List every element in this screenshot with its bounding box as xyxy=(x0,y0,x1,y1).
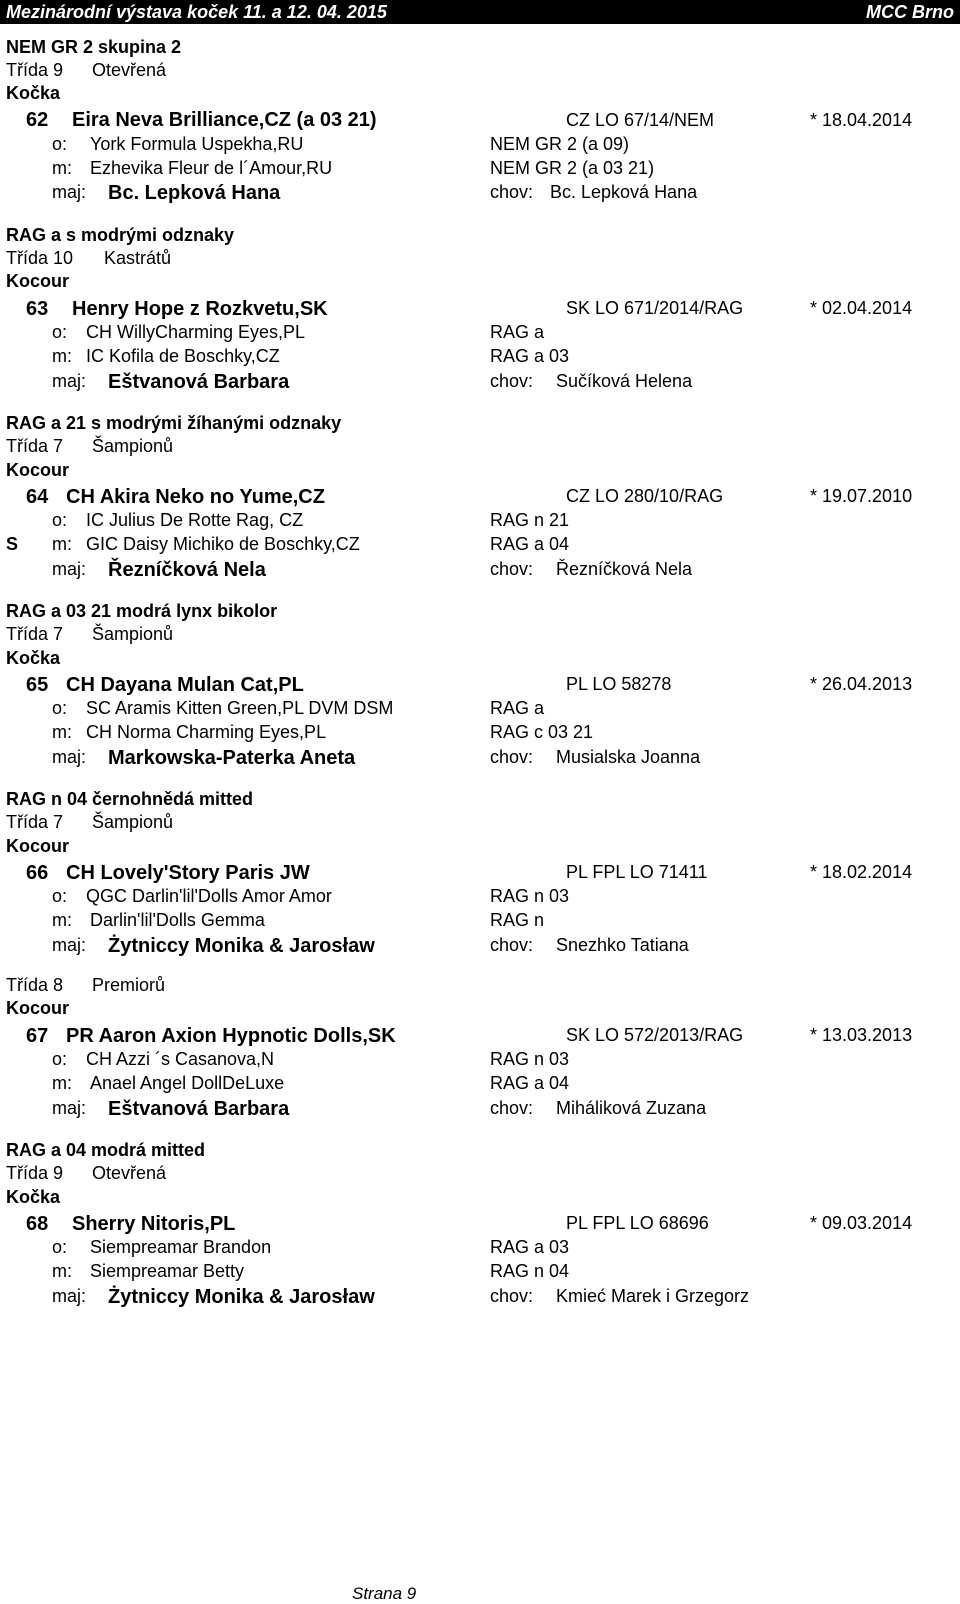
breeder-name: Bc. Lepková Hana xyxy=(550,182,698,202)
cat-name: CH Akira Neko no Yume,CZ xyxy=(66,486,325,508)
sire-label: o: xyxy=(52,1237,68,1257)
dam-color: RAG n 04 xyxy=(490,1261,570,1281)
sex-heading: Kočka xyxy=(6,648,61,668)
owner-name: Eštvanová Barbara xyxy=(108,1098,290,1120)
dam-label: m: xyxy=(52,1261,72,1281)
class-number: Třída 7 xyxy=(6,812,64,832)
sex-heading: Kocour xyxy=(6,836,69,856)
class-name: Premiorů xyxy=(92,975,166,995)
class-name: Kastrátů xyxy=(104,248,172,268)
owner-label: maj: xyxy=(52,747,87,767)
breeder-name: Sučíková Helena xyxy=(556,371,693,391)
dam-label: m: xyxy=(52,158,72,178)
dam-color: NEM GR 2 (a 03 21) xyxy=(490,158,655,178)
sex-heading: Kocour xyxy=(6,460,69,480)
sire-color: RAG a 03 xyxy=(490,1237,570,1257)
dam-color: RAG a 04 xyxy=(490,1073,570,1093)
birth-date: * 26.04.2013 xyxy=(810,674,913,694)
registration-number: PL FPL LO 68696 xyxy=(566,1213,709,1233)
cat-name: CH Dayana Mulan Cat,PL xyxy=(66,674,304,696)
sire-name: QGC Darlin'lil'Dolls Amor Amor xyxy=(86,886,332,906)
owner-name: Markowska-Paterka Aneta xyxy=(108,747,356,769)
owner-label: maj: xyxy=(52,1286,87,1306)
dam-name: IC Kofila de Boschky,CZ xyxy=(86,346,280,366)
sire-name: Siempreamar Brandon xyxy=(90,1237,272,1257)
dam-name: Anael Angel DollDeLuxe xyxy=(90,1073,285,1093)
dam-name: Ezhevika Fleur de l´Amour,RU xyxy=(90,158,333,178)
sire-name: CH Azzi ´s Casanova,N xyxy=(86,1049,275,1069)
breeder-label: chov: xyxy=(490,747,534,767)
owner-name: Bc. Lepková Hana xyxy=(108,182,281,204)
dam-color: RAG c 03 21 xyxy=(490,722,594,742)
dam-label: m: xyxy=(52,722,72,742)
sire-name: SC Aramis Kitten Green,PL DVM DSM xyxy=(86,698,394,718)
cat-name: Henry Hope z Rozkvetu,SK xyxy=(72,298,328,320)
birth-date: * 09.03.2014 xyxy=(810,1213,913,1233)
owner-name: Eštvanová Barbara xyxy=(108,371,290,393)
class-number: Třída 7 xyxy=(6,624,64,644)
breeder-name: Snezhko Tatiana xyxy=(556,935,689,955)
sex-heading: Kočka xyxy=(6,83,61,103)
s-marker: S xyxy=(6,534,19,554)
dam-color: RAG a 04 xyxy=(490,534,570,554)
registration-number: CZ LO 280/10/RAG xyxy=(566,486,724,506)
dam-label: m: xyxy=(52,1073,72,1093)
breed-heading: NEM GR 2 skupina 2 xyxy=(6,37,182,57)
birth-date: * 18.04.2014 xyxy=(810,110,913,130)
page-header xyxy=(0,0,960,24)
breeder-label: chov: xyxy=(490,1286,534,1306)
sire-color: NEM GR 2 (a 09) xyxy=(490,134,630,154)
dam-label: m: xyxy=(52,910,72,930)
class-name: Šampionů xyxy=(92,436,174,456)
registration-number: SK LO 572/2013/RAG xyxy=(566,1025,744,1045)
breed-heading: RAG a 03 21 modrá lynx bikolor xyxy=(6,601,278,621)
cat-name: Sherry Nitoris,PL xyxy=(72,1213,236,1235)
sire-label: o: xyxy=(52,886,68,906)
owner-label: maj: xyxy=(52,559,87,579)
sire-name: CH WillyCharming Eyes,PL xyxy=(86,322,306,342)
sire-color: RAG a xyxy=(490,322,545,342)
owner-name: Řezníčková Nela xyxy=(108,559,266,581)
breed-heading: RAG n 04 černohnědá mitted xyxy=(6,789,254,809)
owner-label: maj: xyxy=(52,935,87,955)
catalog-number: 66 xyxy=(26,862,49,884)
registration-number: PL FPL LO 71411 xyxy=(566,862,708,882)
breeder-name: Řezníčková Nela xyxy=(556,559,693,579)
class-name: Šampionů xyxy=(92,624,174,644)
cat-name: CH Lovely'Story Paris JW xyxy=(66,862,310,884)
cat-name: PR Aaron Axion Hypnotic Dolls,SK xyxy=(66,1025,396,1047)
dam-name: Darlin'lil'Dolls Gemma xyxy=(90,910,265,930)
class-number: Třída 9 xyxy=(6,1163,64,1183)
sire-label: o: xyxy=(52,1049,68,1069)
breeder-name: Musialska Joanna xyxy=(556,747,701,767)
catalog-number: 64 xyxy=(26,486,49,508)
event-title: Mezinárodní výstava koček 11. a 12. 04. 2015 xyxy=(6,2,387,22)
class-name: Otevřená xyxy=(92,1163,167,1183)
registration-number: PL LO 58278 xyxy=(566,674,672,694)
dam-name: CH Norma Charming Eyes,PL xyxy=(86,722,327,742)
breeder-label: chov: xyxy=(490,935,534,955)
birth-date: * 02.04.2014 xyxy=(810,298,913,318)
class-name: Šampionů xyxy=(92,812,174,832)
cat-name: Eira Neva Brilliance,CZ (a 03 21) xyxy=(72,109,377,131)
breed-heading: RAG a 21 s modrými žíhanými odznaky xyxy=(6,413,342,433)
class-number: Třída 7 xyxy=(6,436,64,456)
sire-color: RAG n 03 xyxy=(490,1049,570,1069)
catalog-number: 68 xyxy=(26,1213,49,1235)
owner-label: maj: xyxy=(52,1098,87,1118)
dam-name: Siempreamar Betty xyxy=(90,1261,245,1281)
class-name: Otevřená xyxy=(92,60,167,80)
page-number: Strana 9 xyxy=(352,1584,417,1603)
registration-number: SK LO 671/2014/RAG xyxy=(566,298,744,318)
class-number: Třída 8 xyxy=(6,975,64,995)
class-number: Třída 9 xyxy=(6,60,64,80)
sire-label: o: xyxy=(52,134,68,154)
dam-color: RAG a 03 xyxy=(490,346,570,366)
breeder-name: Miháliková Zuzana xyxy=(556,1098,707,1118)
sire-color: RAG a xyxy=(490,698,545,718)
catalog-number: 67 xyxy=(26,1025,49,1047)
dam-name: GIC Daisy Michiko de Boschky,CZ xyxy=(86,534,360,554)
sire-label: o: xyxy=(52,698,68,718)
breeder-name: Kmieć Marek i Grzegorz xyxy=(556,1286,750,1306)
dam-color: RAG n xyxy=(490,910,545,930)
owner-label: maj: xyxy=(52,371,87,391)
sire-color: RAG n 21 xyxy=(490,510,570,530)
class-number: Třída 10 xyxy=(6,248,74,268)
owner-name: Żytniccy Monika & Jarosław xyxy=(108,1286,375,1308)
sire-name: IC Julius De Rotte Rag, CZ xyxy=(86,510,304,530)
birth-date: * 13.03.2013 xyxy=(810,1025,913,1045)
sire-label: o: xyxy=(52,510,68,530)
breeder-label: chov: xyxy=(490,559,534,579)
sire-label: o: xyxy=(52,322,68,342)
owner-name: Żytniccy Monika & Jarosław xyxy=(108,935,375,957)
breeder-label: chov: xyxy=(490,371,534,391)
birth-date: * 18.02.2014 xyxy=(810,862,913,882)
dam-label: m: xyxy=(52,346,72,366)
breeder-label: chov: xyxy=(490,182,534,202)
sex-heading: Kocour xyxy=(6,998,69,1018)
birth-date: * 19.07.2010 xyxy=(810,486,913,506)
breed-heading: RAG a s modrými odznaky xyxy=(6,225,235,245)
sire-color: RAG n 03 xyxy=(490,886,570,906)
breeder-label: chov: xyxy=(490,1098,534,1118)
organizer-name: MCC Brno xyxy=(866,2,954,22)
registration-number: CZ LO 67/14/NEM xyxy=(566,110,715,130)
sex-heading: Kočka xyxy=(6,1187,61,1207)
catalog-number: 65 xyxy=(26,674,49,696)
dam-label: m: xyxy=(52,534,72,554)
sex-heading: Kocour xyxy=(6,271,69,291)
sire-name: York Formula Uspekha,RU xyxy=(90,134,304,154)
breed-heading: RAG a 04 modrá mitted xyxy=(6,1140,206,1160)
catalog-number: 63 xyxy=(26,298,49,320)
catalog-number: 62 xyxy=(26,109,49,131)
owner-label: maj: xyxy=(52,182,87,202)
